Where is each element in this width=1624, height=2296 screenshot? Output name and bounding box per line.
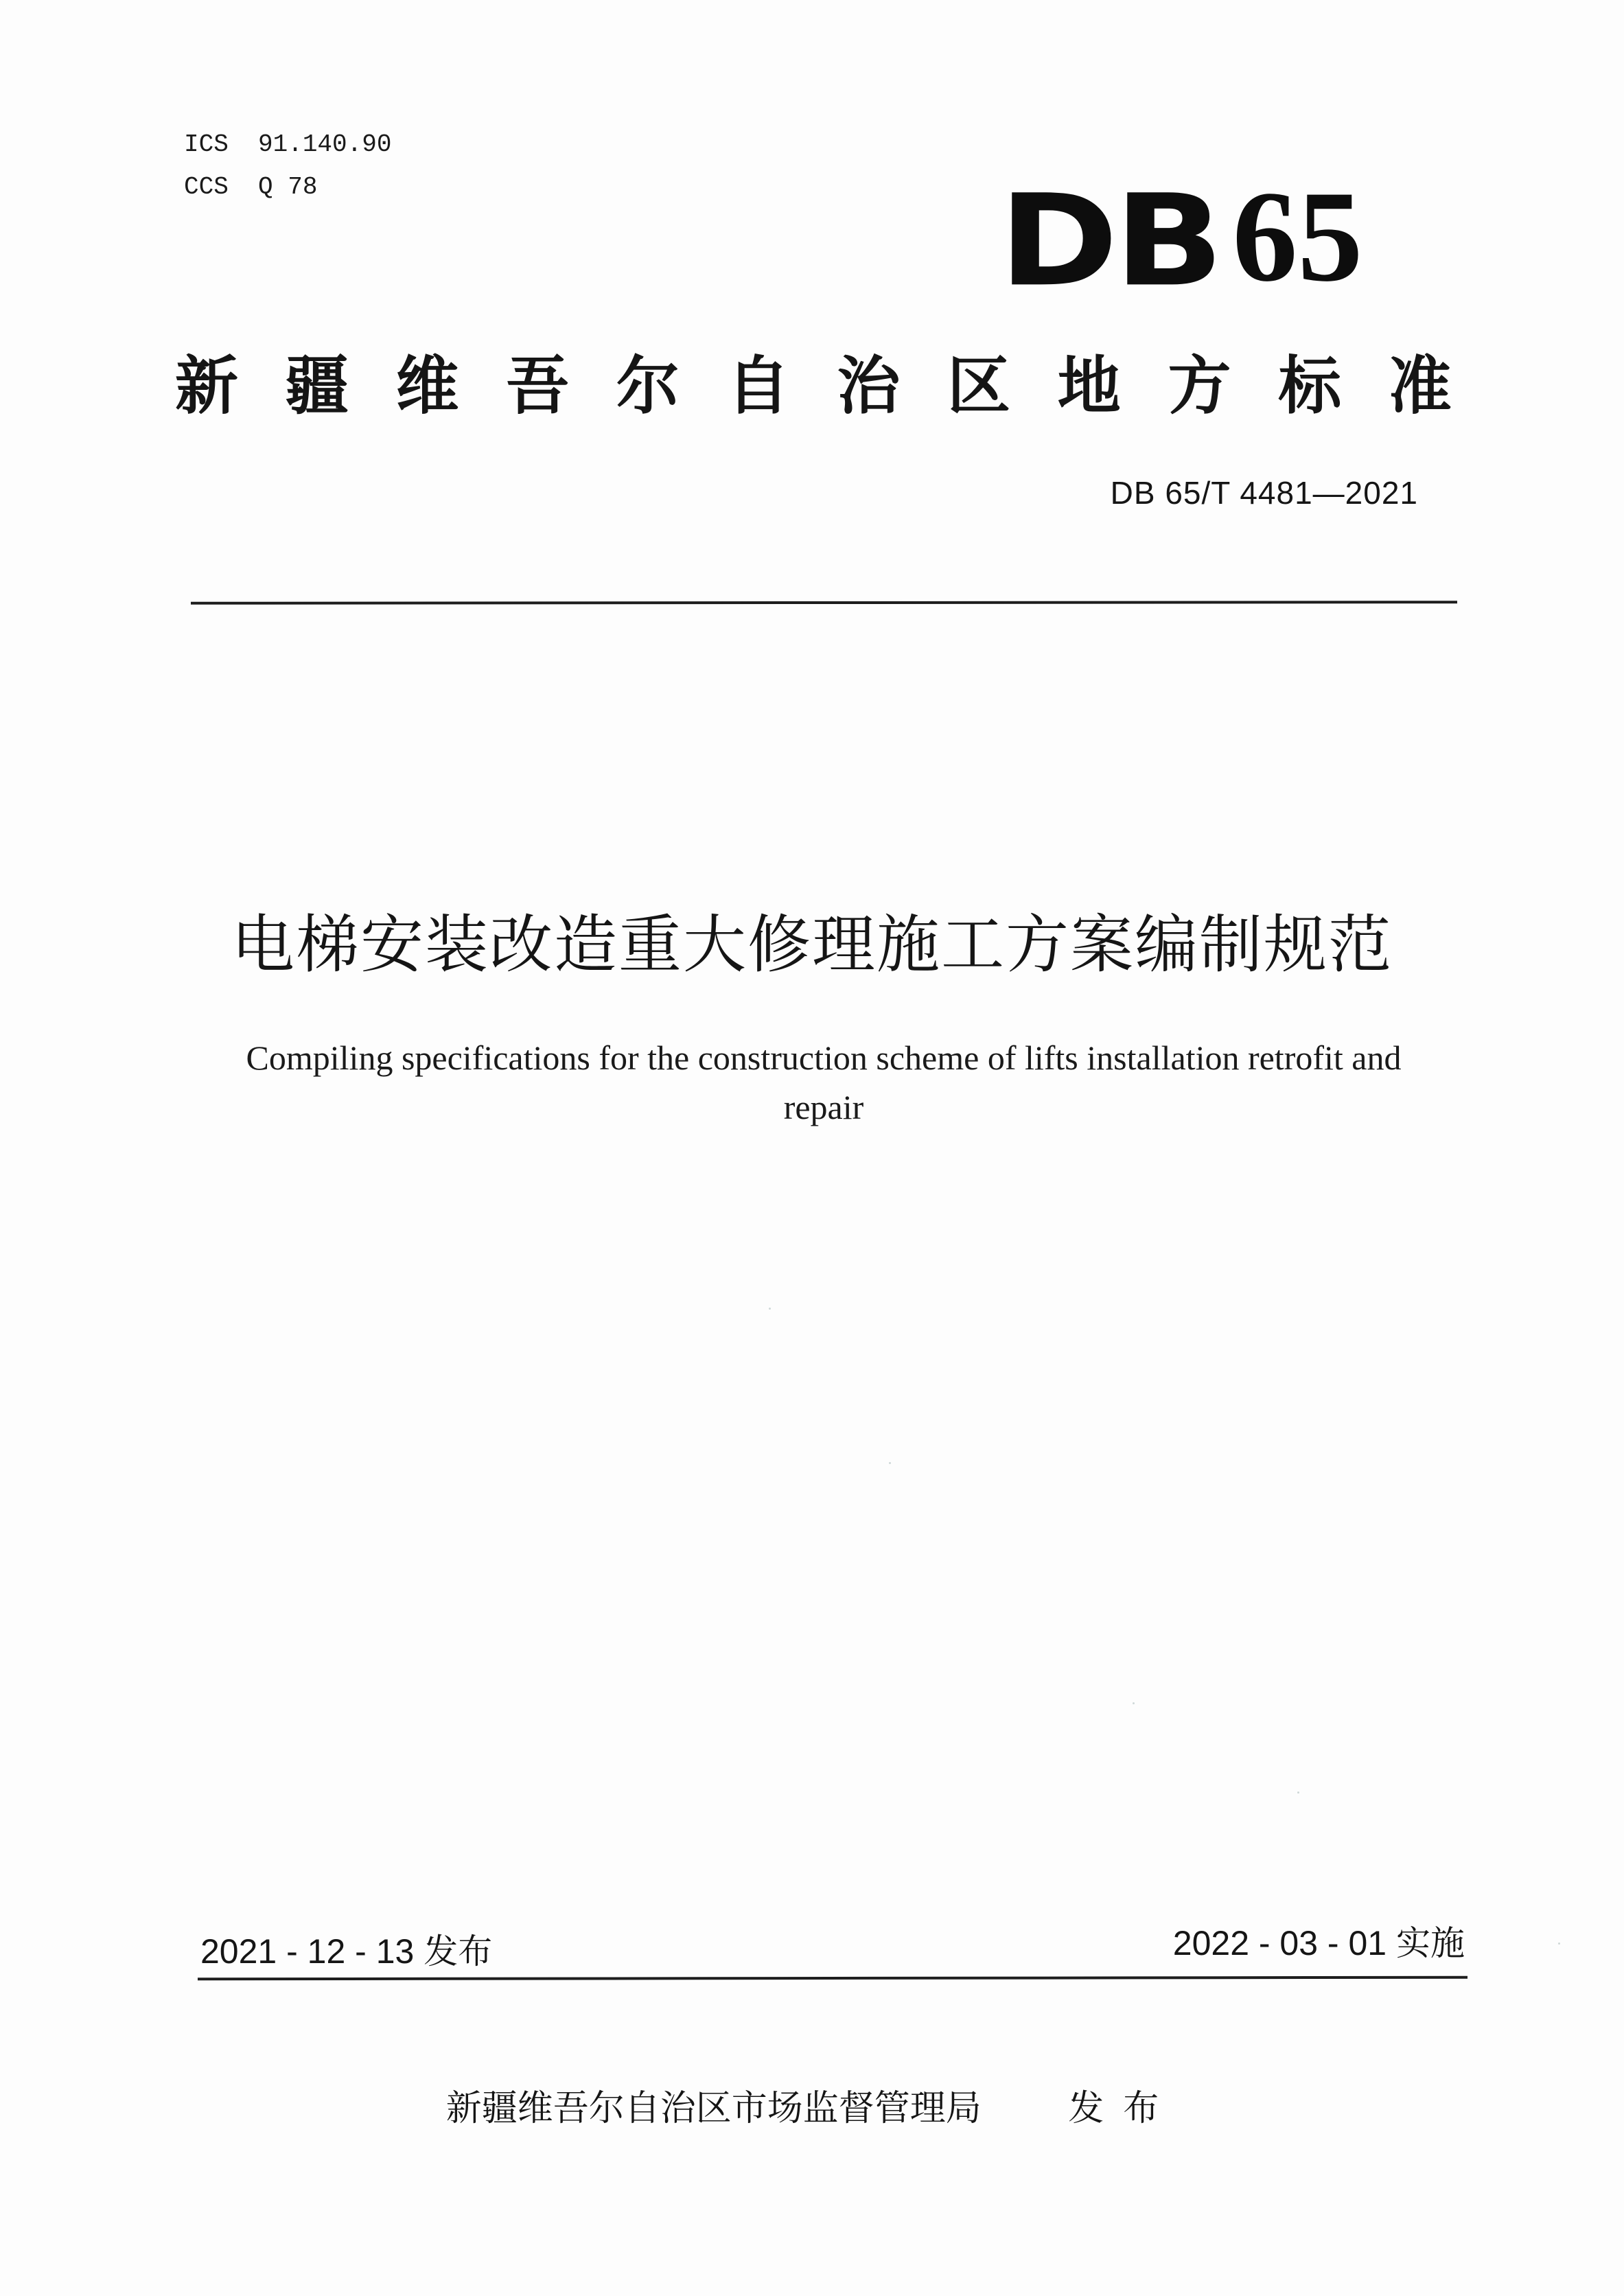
publisher-organization: 新疆维吾尔自治区市场监督管理局: [445, 2088, 982, 2129]
standard-category-heading: [175, 349, 1452, 424]
scan-speck: [889, 1462, 891, 1464]
category-char: 新: [175, 349, 239, 423]
publisher-line: [0, 2087, 1624, 2131]
document-title-chinese: 电梯安装改造重大修理施工方案编制规范: [231, 908, 1393, 982]
classification-codes: [184, 124, 391, 209]
scan-speck: [1297, 1791, 1299, 1794]
top-divider: [191, 601, 1457, 605]
publisher-action: 发布: [1068, 2088, 1179, 2129]
logo-letters: DB: [999, 167, 1220, 315]
document-title-english: [199, 1033, 1448, 1132]
category-char: 维: [395, 349, 459, 423]
category-char: 方: [1168, 349, 1231, 423]
english-title-line-1: Compiling specifications for the construction scheme of lifts installation retrofit and: [246, 1039, 1402, 1077]
category-char: 尔: [616, 349, 680, 423]
english-title-line-2: repair: [783, 1088, 864, 1126]
scan-speck: [1133, 1702, 1135, 1704]
implementation-date: 2022 - 03 - 01 实施: [1172, 1924, 1465, 1962]
category-char: 区: [947, 349, 1011, 423]
category-char: 疆: [285, 349, 349, 423]
category-char: 治: [837, 349, 901, 423]
category-char: 准: [1388, 349, 1452, 423]
bottom-divider: [198, 1976, 1468, 1981]
category-char: 自: [726, 349, 790, 423]
category-char: 标: [1278, 349, 1342, 423]
standard-number: DB 65/T 4481—2021: [1110, 475, 1418, 511]
db65-logo: [999, 165, 1363, 315]
category-char: 地: [1057, 349, 1121, 423]
category-char: 吾: [506, 349, 570, 423]
scan-speck: [1558, 1943, 1560, 1945]
scan-speck: [769, 1308, 771, 1310]
ccs-code: CCS Q 78: [184, 173, 318, 201]
ics-code: ICS 91.140.90: [184, 130, 392, 159]
logo-number: 65: [1232, 165, 1363, 309]
publish-date: 2021 - 12 - 13 发布: [200, 1932, 493, 1971]
